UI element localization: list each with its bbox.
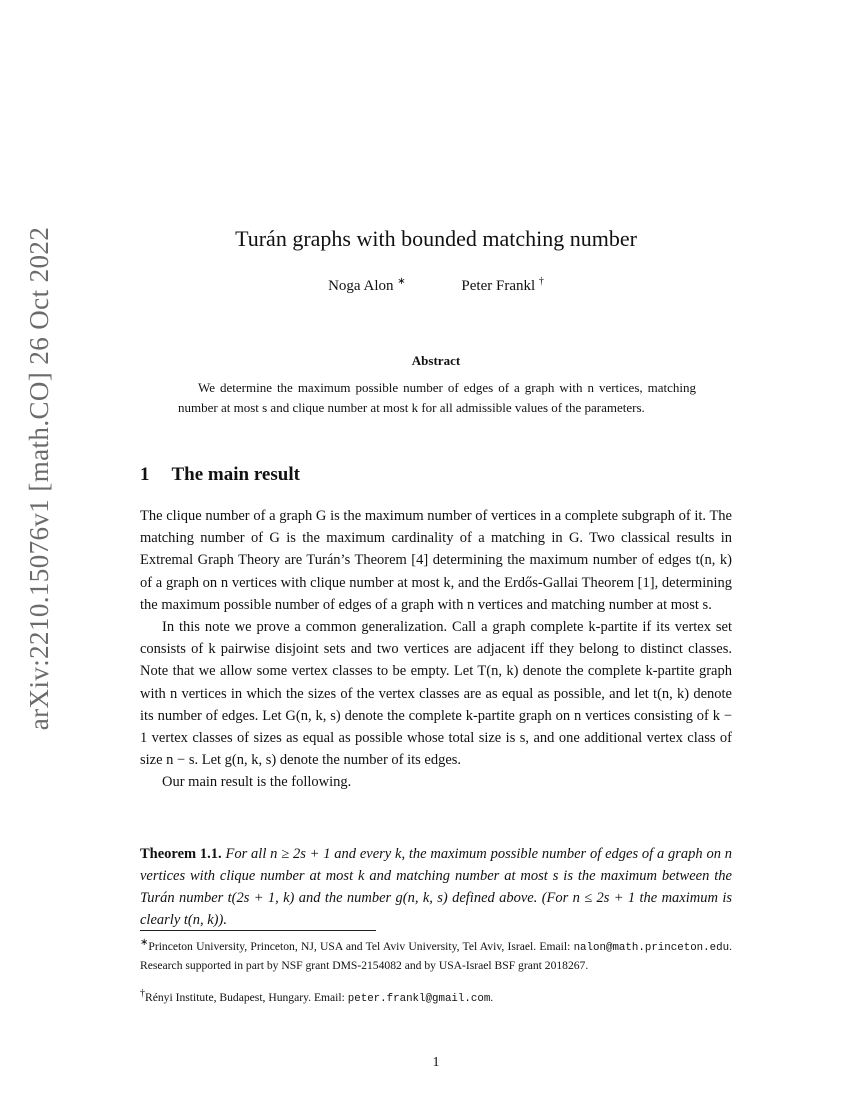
- footnote-text: . Research supported in part by NSF grant DMS-2154082 and by USA-Israel BSF grant 2018267.: [140, 939, 732, 972]
- footnote-rule: [140, 930, 376, 931]
- theorem-label: Theorem 1.1.: [140, 846, 222, 862]
- footnote-mark: ∗: [397, 276, 406, 287]
- theorem-statement: For all n ≥ 2s + 1 and every k, the maximum possible number of edges of a graph on n vertices with clique number at most k and matching number at most s is the maximum between the Turán number t(2s + 1, k) and the number g(n, k, s) defined above. (For n ≤ 2s + 1 the maximum is clearly t(n, k)).: [140, 846, 733, 928]
- footnote-mark: ∗: [140, 937, 149, 948]
- arxiv-identifier: arXiv:2210.15076v1 [math.CO] 26 Oct 2022: [24, 226, 55, 730]
- section-number: 1: [140, 464, 150, 485]
- footnote-mark: †: [538, 276, 544, 287]
- paragraph: The clique number of a graph G is the maximum number of vertices in a complete subgraph of it. The matching number of G is the maximum cardinality of a matching in G. Two classical results in Extremal Graph Theory are Turán’s Theorem [4] determining the maximum number of edges t(n, k) of a graph on n vertices with clique number at most k, and the Erdős-Gallai Theorem [1], determining the maximum possible number of edges of a graph with n vertices and matching number at most s.: [140, 508, 732, 613]
- author-name: Peter Frankl: [461, 278, 536, 294]
- theorem: [140, 843, 732, 931]
- footnote-text: Princeton University, Princeton, NJ, USA and Tel Aviv University, Tel Aviv, Israel. Email:: [148, 939, 574, 953]
- email-link[interactable]: peter.frankl@gmail.com: [347, 992, 491, 1005]
- section-heading: [140, 464, 300, 486]
- footnote: [140, 985, 732, 1008]
- email-link[interactable]: nalon@math.princeton.edu: [573, 941, 730, 954]
- page-number: 1: [432, 1055, 440, 1070]
- section-body: [140, 505, 732, 794]
- footnote-text: .: [490, 990, 494, 1004]
- arxiv-sidebar-stamp: [22, 226, 58, 730]
- author: [328, 278, 406, 294]
- paper-title: Turán graphs with bounded matching number: [235, 226, 637, 251]
- paragraph: Our main result is the following.: [162, 774, 352, 791]
- author: [461, 278, 543, 294]
- footnote: [140, 934, 732, 974]
- abstract-heading: Abstract: [411, 353, 461, 368]
- section-title: The main result: [171, 464, 300, 485]
- paragraph: In this note we prove a common generalization. Call a graph complete k-partite if its vertex set consists of k pairwise disjoint sets and two vertices are adjacent iff they belong to distinct classes. Note that we allow some vertex classes to be empty. Let T(n, k) denote the complete k-partite graph with n vertices in which the sizes of the vertex classes are as equal as possible, and let t(n, k) denote its number of edges. Let G(n, k, s) denote the complete k-partite graph on n vertices consisting of k − 1 vertex classes of sizes as equal as possible whose total size is s, and one additional vertex class of size n − s. Let g(n, k, s) denote the number of its edges.: [140, 619, 732, 769]
- footnote-text: Rényi Institute, Budapest, Hungary. Email:: [145, 990, 348, 1004]
- footnote-mark: †: [140, 988, 145, 999]
- author-name: Noga Alon: [328, 278, 394, 294]
- author-list: [140, 276, 732, 295]
- abstract-text: We determine the maximum possible number of edges of a graph with n vertices, matching number at most s and clique number at most k for all admissible values of the parameters.: [178, 380, 696, 415]
